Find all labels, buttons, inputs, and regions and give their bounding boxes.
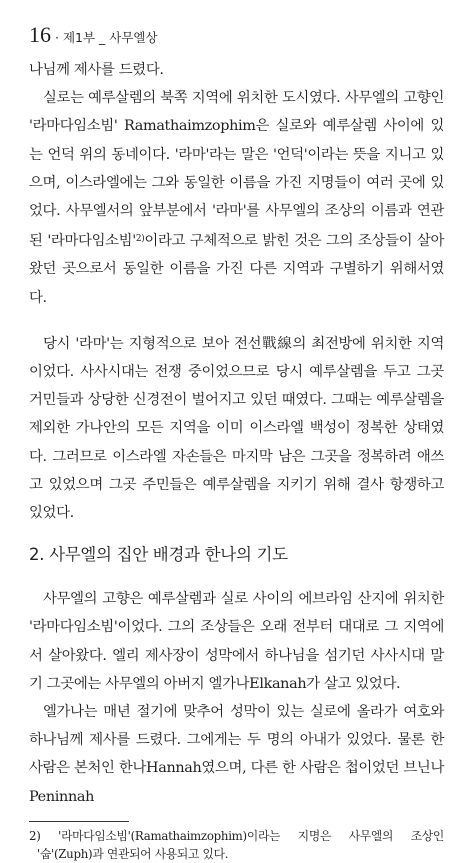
footnote-divider	[29, 821, 129, 822]
section-heading: 2. 사무엘의 집안 배경과 한나의 기도	[29, 545, 288, 565]
paragraph-shiloh-part-a: 실로는 예루살렘의 북쪽 지역에 위치한 도시였다. 사무엘의 고향인 '라마다임소빔' Ramathaimzophim은 실로와 예루살렘 사이에 있는 언덕 위의 동네이다. '라마'라는 말은 '언덕'이라는 뜻을 지니고 있으며, 이스라엘에는 그와 동일한 이름을 가진 지명들이 여러 곳에 있었다. 사무엘서의 앞부분에서 '라마'를 사무엘의 조상의 이름과 연관된 '라마다임소빔'	[29, 90, 444, 250]
paragraph-shiloh	[29, 84, 444, 312]
paragraph-hometown: 사무엘의 고향은 예루살렘과 실로 사이의 에브라임 산지에 위치한 '라마다임소빔'이었다. 그의 조상들은 오래 전부터 대대로 그 지역에서 살아왔다. 엘리 제사장이 성막에서 하나님을 섬기던 사사시대 말기 그곳에는 사무엘의 아버지 엘가나Elkanah가 살고 있었다.	[29, 591, 444, 692]
footnote-reference[interactable]: 2)	[135, 234, 145, 245]
page-number: 16	[29, 22, 51, 47]
page-header	[29, 22, 444, 56]
paragraph-elkanah: 엘가나는 매년 절기에 맞추어 성막이 있는 실로에 올라가 여호와 하나님께 제사를 드렸다. 그에게는 두 명의 아내가 있었다. 물론 한 사람은 본처인 한나Hannah였으며, 다른 한 사람은 첩이었던 브닌나Peninnah	[29, 704, 444, 805]
paragraph-continuation: 나님께 제사를 드렸다.	[29, 62, 164, 78]
paragraph-rama: 당시 '라마'는 지형적으로 보아 전선戰線의 최전방에 위치한 지역이었다. 사사시대는 전쟁 중이었으므로 당시 예루살렘을 두고 그곳 거민들과 상당한 신경전이 벌어지고 있던 때였다. 그때는 예루살렘을 제외한 가나안의 모든 지역을 이미 이스라엘 백성이 정복한 상태였다. 그러므로 이스라엘 자손들은 마지막 남은 그곳을 정복하려 애쓰고 있었으며 그곳 주민들은 예루살렘을 지키기 위해 결사 항쟁하고 있었다.	[29, 335, 444, 522]
running-title: · 제1부 _ 사무엘상	[55, 30, 158, 45]
footnote: 2) '라마다임소빔'(Ramathaimzophim)이라는 지명은 사무엘의 조상인 '숩'(Zuph)과 연관되어 사용되고 있다.	[29, 828, 444, 861]
body-text	[29, 56, 444, 811]
paragraph-shiloh-part-b: 이라고 구체적으로 밝힌 것은 그의 조상들이 살아왔던 곳으로서 동일한 이름을 가진 다른 지역과 구별하기 위해서였다.	[29, 233, 444, 306]
